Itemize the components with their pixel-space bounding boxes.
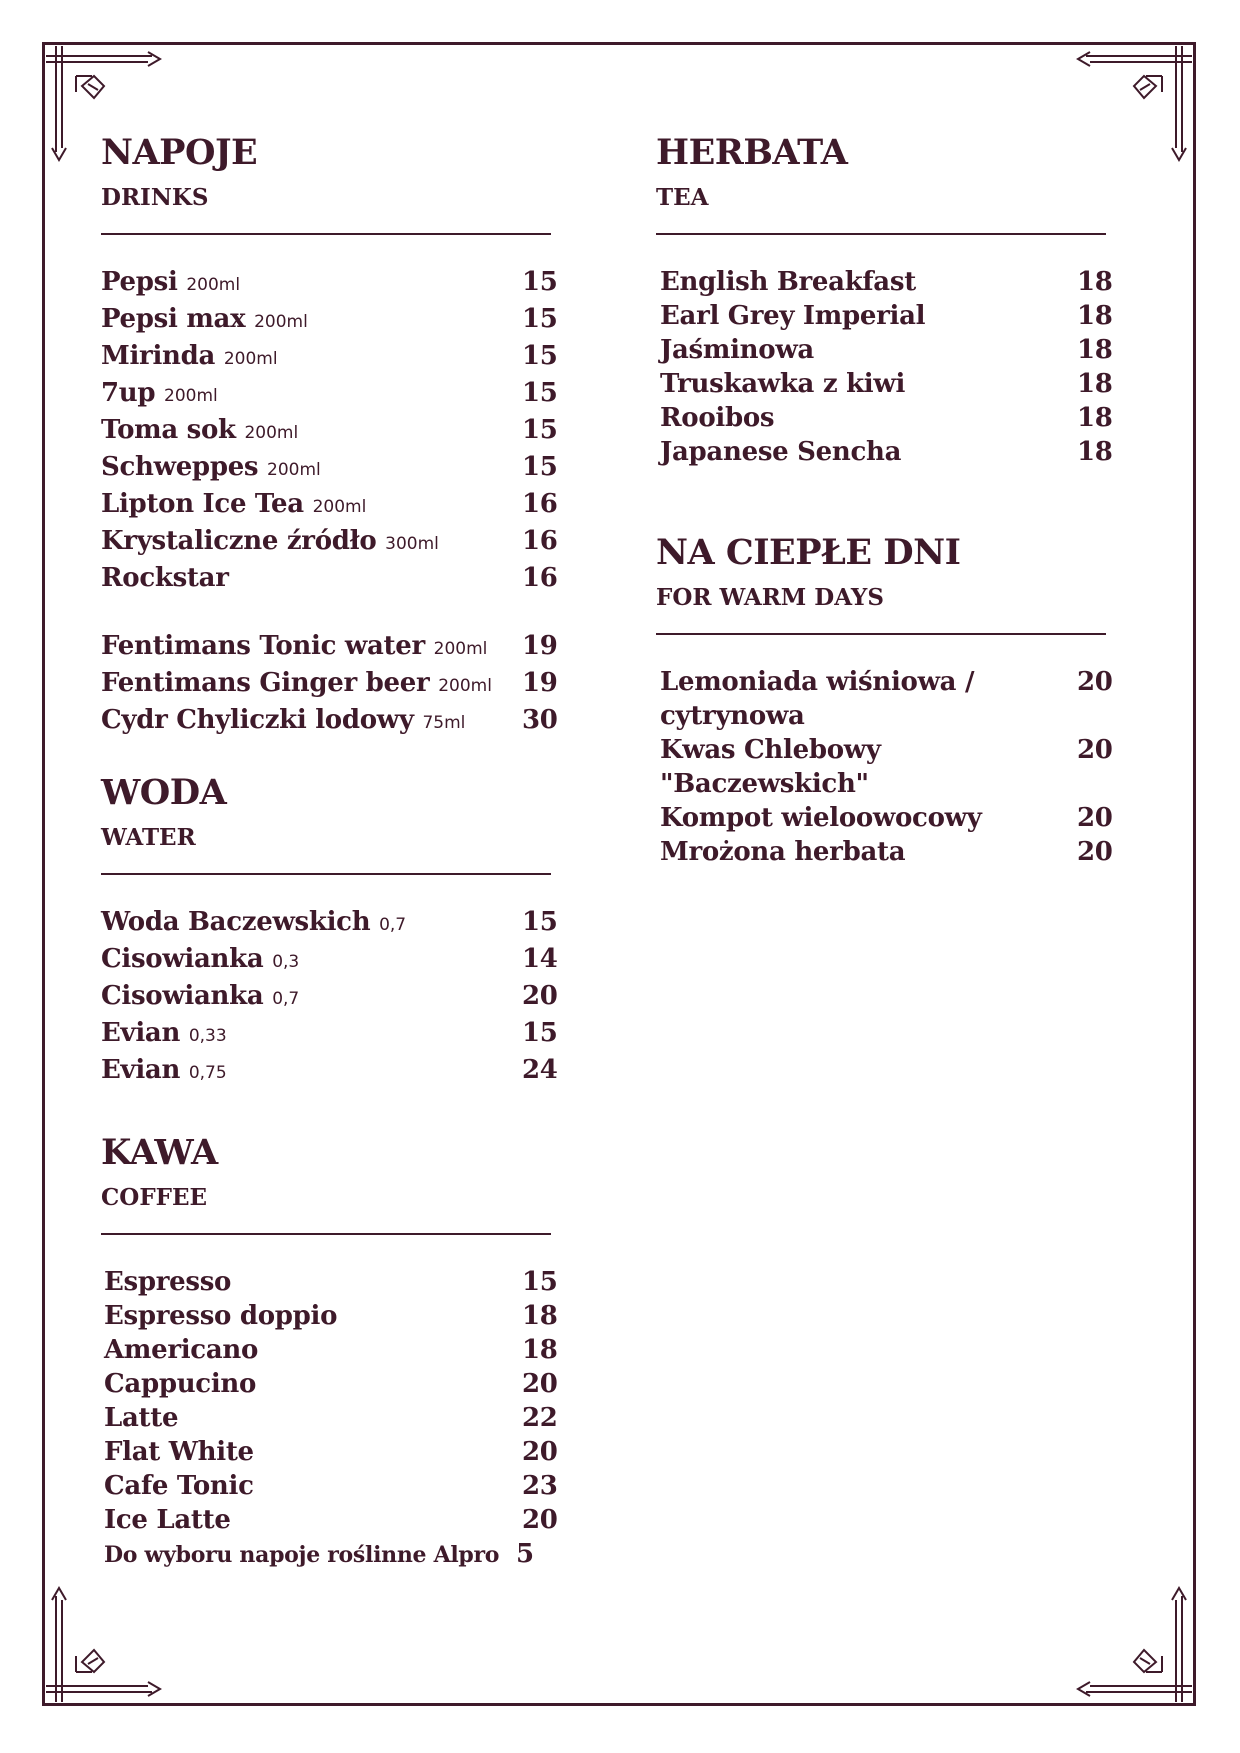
- item-name: Lemoniada wiśniowa / cytrynowa: [660, 667, 975, 731]
- menu-item: [660, 665, 1111, 733]
- menu-item: [660, 801, 1111, 835]
- item-size: 0,7: [272, 989, 300, 1009]
- item-price: 15: [522, 1018, 558, 1048]
- menu-item: [104, 1265, 556, 1299]
- section-tea: [656, 133, 1111, 469]
- item-name: Cafe Tonic: [104, 1471, 254, 1501]
- item-size: 75ml: [422, 713, 466, 733]
- menu-item: [101, 629, 556, 666]
- item-name: 7up: [101, 378, 156, 408]
- section-warm-days: [656, 533, 1111, 869]
- menu-item: [101, 666, 556, 703]
- menu-item: [101, 265, 556, 302]
- section-divider: [656, 633, 1106, 635]
- item-price: 20: [522, 1505, 558, 1535]
- item-name: Pepsi: [101, 267, 178, 297]
- item-price: 23: [522, 1471, 558, 1501]
- item-name: Cydr Chyliczki lodowy: [101, 705, 414, 735]
- menu-item: [104, 1537, 556, 1572]
- item-price: 15: [522, 304, 558, 334]
- item-price: 20: [522, 1369, 558, 1399]
- item-name: Do wyboru napoje roślinne Alpro: [104, 1542, 500, 1568]
- menu-item: [104, 1435, 556, 1469]
- item-price: 30: [522, 705, 558, 735]
- item-name: Latte: [104, 1403, 179, 1433]
- item-name: Kwas Chlebowy "Baczewskich": [660, 735, 881, 799]
- item-size: 200ml: [254, 312, 308, 332]
- menu-item: [101, 487, 556, 524]
- item-name: English Breakfast: [660, 267, 916, 297]
- item-price: 22: [522, 1403, 558, 1433]
- item-name: Cappucino: [104, 1369, 257, 1399]
- item-name: Earl Grey Imperial: [660, 301, 926, 331]
- item-price: 15: [522, 1267, 558, 1297]
- item-size: 200ml: [244, 423, 299, 443]
- menu-item: [104, 1333, 556, 1367]
- menu-list: [101, 1265, 556, 1572]
- menu-item: [101, 524, 556, 561]
- item-name: Jaśminowa: [660, 335, 814, 365]
- menu-item: [660, 367, 1111, 401]
- item-price: 18: [1077, 267, 1113, 297]
- item-size: 200ml: [223, 349, 278, 369]
- menu-item: [660, 401, 1111, 435]
- item-price: 18: [1077, 301, 1113, 331]
- item-name: Cisowianka: [101, 944, 264, 974]
- item-price: 5: [516, 1539, 534, 1569]
- section-divider: [101, 1233, 551, 1235]
- item-name: Rooibos: [660, 403, 775, 433]
- menu-item: [101, 561, 556, 595]
- item-name: Cisowianka: [101, 981, 264, 1011]
- item-size: 0,3: [272, 952, 300, 972]
- menu-list: [101, 265, 556, 740]
- item-size: 200ml: [438, 676, 492, 696]
- item-size: 200ml: [312, 497, 367, 517]
- menu-item: [101, 376, 556, 413]
- menu-item: [101, 1016, 556, 1053]
- item-size: 200ml: [267, 460, 321, 480]
- menu-item: [104, 1401, 556, 1435]
- menu-item: [660, 435, 1111, 469]
- corner-ornament-bottom-left: [42, 1586, 162, 1706]
- item-price: 15: [522, 378, 558, 408]
- item-size: 0,7: [379, 915, 407, 935]
- section-subtitle: TEA: [656, 184, 709, 211]
- menu-item: [101, 302, 556, 339]
- item-name: Kompot wieloowocowy: [660, 803, 982, 833]
- corner-ornament-bottom-right: [1076, 1586, 1196, 1706]
- item-name: Espresso: [104, 1267, 232, 1297]
- item-name: Evian: [101, 1018, 181, 1048]
- menu-item: [660, 299, 1111, 333]
- section-title: WODA: [101, 772, 227, 813]
- section-drinks: [101, 133, 556, 740]
- item-name: Lipton Ice Tea: [101, 489, 304, 519]
- section-subtitle: FOR WARM DAYS: [656, 584, 884, 611]
- item-price: 14: [522, 944, 558, 974]
- menu-item: [101, 979, 556, 1016]
- item-price: 15: [522, 341, 558, 371]
- item-name: Toma sok: [101, 415, 236, 445]
- item-price: 15: [522, 452, 558, 482]
- menu-item: [104, 1469, 556, 1503]
- section-divider: [101, 233, 551, 235]
- item-name: Woda Baczewskich: [101, 907, 371, 937]
- menu-item: [101, 905, 556, 942]
- section-divider: [656, 233, 1106, 235]
- item-size: 0,33: [188, 1026, 227, 1046]
- menu-item: [104, 1503, 556, 1537]
- menu-item: [101, 942, 556, 979]
- section-title: HERBATA: [656, 132, 848, 173]
- item-price: 20: [522, 981, 558, 1011]
- item-price: 20: [1077, 803, 1113, 833]
- menu-item: [660, 835, 1111, 869]
- item-price: 15: [522, 415, 558, 445]
- item-name: Rockstar: [101, 563, 229, 593]
- item-price: 19: [522, 631, 558, 661]
- item-name: Ice Latte: [104, 1505, 231, 1535]
- section-subtitle: WATER: [101, 824, 196, 851]
- section-title: NAPOJE: [101, 132, 258, 173]
- item-name: Truskawka z kiwi: [660, 369, 906, 399]
- item-price: 18: [522, 1335, 558, 1365]
- item-size: 0,75: [188, 1063, 227, 1083]
- item-price: 15: [522, 267, 558, 297]
- item-price: 16: [522, 526, 558, 556]
- section-water: [101, 773, 556, 1090]
- item-name: Flat White: [104, 1437, 254, 1467]
- section-divider: [101, 873, 551, 875]
- item-name: Evian: [101, 1055, 181, 1085]
- item-price: 16: [522, 489, 558, 519]
- section-title: KAWA: [101, 1132, 218, 1173]
- item-price: 18: [1077, 335, 1113, 365]
- item-price: 24: [522, 1055, 558, 1085]
- menu-list: [656, 665, 1111, 869]
- item-size: 300ml: [385, 534, 439, 554]
- item-size: 200ml: [164, 386, 218, 406]
- item-price: 20: [1077, 837, 1113, 867]
- item-name: Krystaliczne źródło: [101, 526, 377, 556]
- item-price: 18: [1077, 369, 1113, 399]
- section-coffee: [101, 1133, 556, 1572]
- item-price: 18: [522, 1301, 558, 1331]
- menu-item: [660, 333, 1111, 367]
- item-name: Espresso doppio: [104, 1301, 338, 1331]
- menu-item: [101, 703, 556, 740]
- item-price: 19: [522, 668, 558, 698]
- menu-list: [656, 265, 1111, 469]
- section-title: NA CIEPŁE DNI: [656, 532, 961, 573]
- item-size: 200ml: [186, 275, 241, 295]
- menu-item: [101, 339, 556, 376]
- menu-item: [101, 413, 556, 450]
- item-name: Americano: [104, 1335, 259, 1365]
- item-name: Mirinda: [101, 341, 216, 371]
- item-name: Japanese Sencha: [660, 437, 902, 467]
- menu-item: [660, 733, 1111, 801]
- item-price: 20: [522, 1437, 558, 1467]
- item-price: 16: [522, 563, 558, 593]
- menu-item: [660, 265, 1111, 299]
- item-name: Fentimans Ginger beer: [101, 668, 430, 698]
- section-subtitle: DRINKS: [101, 184, 209, 211]
- item-name: Fentimans Tonic water: [101, 631, 425, 661]
- section-subtitle: COFFEE: [101, 1184, 208, 1211]
- item-name: Pepsi max: [101, 304, 246, 334]
- item-price: 18: [1077, 437, 1113, 467]
- item-price: 18: [1077, 403, 1113, 433]
- item-name: Schweppes: [101, 452, 259, 482]
- menu-item: [101, 450, 556, 487]
- menu-item: [104, 1299, 556, 1333]
- menu-item: [104, 1367, 556, 1401]
- item-size: 200ml: [433, 639, 488, 659]
- item-price: 20: [1077, 667, 1113, 697]
- menu-list: [101, 905, 556, 1090]
- item-name: Mrożona herbata: [660, 837, 906, 867]
- menu-item: [101, 1053, 556, 1090]
- item-price: 20: [1077, 735, 1113, 765]
- item-price: 15: [522, 907, 558, 937]
